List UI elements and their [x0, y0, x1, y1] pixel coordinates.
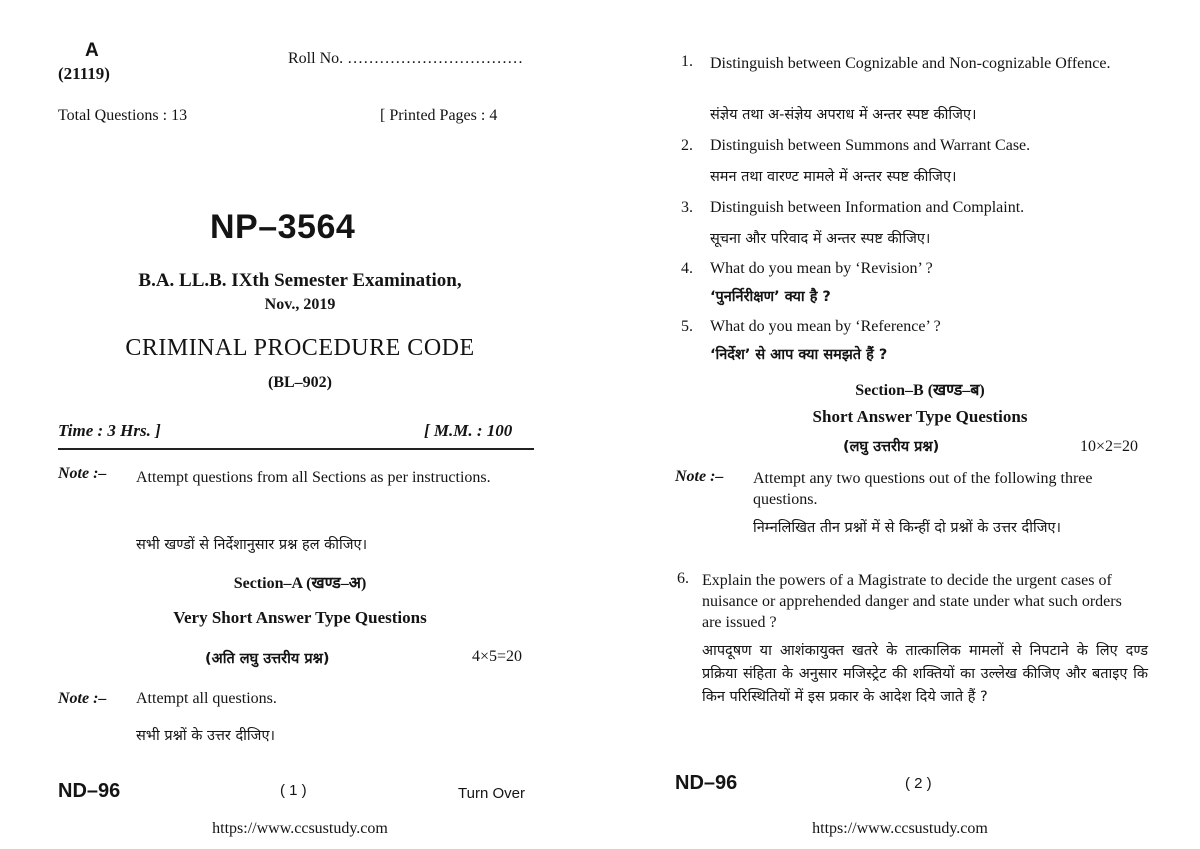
question-text-hindi: सूचना और परिवाद में अन्तर स्पष्ट कीजिए। — [710, 231, 931, 247]
question-text: Distinguish between Cognizable and Non-cognizable Offence. — [710, 55, 1111, 72]
question-number: 3. — [681, 199, 693, 216]
question-number: 6. — [677, 570, 689, 587]
source-url: https://www.ccsustudy.com — [812, 820, 988, 837]
subject-title: CRIMINAL PROCEDURE CODE — [125, 335, 475, 361]
question-text: What do you mean by ‘Revision’ ? — [710, 260, 933, 277]
question-text: Distinguish between Summons and Warrant Case. — [710, 137, 1031, 154]
page-number: ( 1 ) — [280, 782, 307, 799]
section-b-type: Short Answer Type Questions — [812, 407, 1028, 426]
page-number: ( 2 ) — [905, 775, 932, 792]
note-text: Attempt questions from all Sections as per instructions. — [136, 469, 491, 486]
note-label: Note :– — [58, 465, 107, 482]
paper-code: (21119) — [58, 64, 110, 83]
footer-code: ND–96 — [675, 772, 738, 794]
exam-title: B.A. LL.B. IXth Semester Examination, — [138, 270, 462, 291]
section-a-type: Very Short Answer Type Questions — [173, 608, 427, 627]
section-a-marks: 4×5=20 — [472, 648, 523, 665]
set-letter: A — [85, 40, 99, 61]
question-text-hindi: ‘पुनर्निरीक्षण’ क्या है ? — [710, 289, 831, 305]
question-number: 2. — [681, 137, 693, 154]
note-text-hindi: सभी खण्डों से निर्देशानुसार प्रश्न हल कीजिए। — [136, 537, 368, 553]
question-number: 1. — [681, 53, 693, 70]
section-a-type-hindi: (अति लघु उत्तरीय प्रश्न) — [205, 651, 330, 667]
section-a-heading: Section–A (खण्ड–अ) — [233, 575, 367, 592]
question-number: 5. — [681, 318, 693, 335]
total-questions: Total Questions : 13 — [58, 107, 188, 124]
exam-session: Nov., 2019 — [264, 296, 336, 313]
question-text-hindi: ‘निर्देश’ से आप क्या समझते हैं ? — [710, 347, 888, 363]
note-text-hindi: निम्नलिखित तीन प्रश्नों में से किन्हीं दो प्रश्नों के उत्तर दीजिए। — [753, 520, 1062, 536]
note-text: Attempt any two questions out of the following three questions. — [753, 470, 1093, 508]
time-allowed: Time : 3 Hrs. ] — [58, 421, 161, 440]
footer-code: ND–96 — [58, 780, 121, 802]
paper-id: NP–3564 — [210, 208, 356, 246]
question-text: What do you mean by ‘Reference’ ? — [710, 318, 941, 335]
max-marks: [ M.M. : 100 — [424, 421, 513, 440]
question-text-hindi: संज्ञेय तथा अ-संज्ञेय अपराध में अन्तर स्पष्ट कीजिए। — [710, 107, 977, 123]
section-b-heading: Section–B (खण्ड–ब) — [855, 382, 985, 399]
note2-label: Note :– — [58, 690, 107, 707]
printed-pages: [ Printed Pages : 4 — [380, 107, 498, 124]
question-text: Explain the powers of a Magistrate to decide the urgent cases of nuisance or apprehended danger and state under what such orders are issued ? — [702, 572, 1122, 631]
question-number: 4. — [681, 260, 693, 277]
roll-number-field: Roll No. …………………………… — [288, 50, 524, 67]
section-b-marks: 10×2=20 — [1080, 438, 1139, 455]
question-text-hindi: समन तथा वारण्ट मामले में अन्तर स्पष्ट कीजिए। — [710, 169, 957, 185]
source-url: https://www.ccsustudy.com — [212, 820, 388, 837]
note2-text-hindi: सभी प्रश्नों के उत्तर दीजिए। — [136, 728, 275, 744]
question-text: Distinguish between Information and Complaint. — [710, 199, 1025, 216]
subject-code: (BL–902) — [268, 374, 332, 391]
note-label: Note :– — [675, 468, 724, 485]
note2-text: Attempt all questions. — [136, 690, 277, 707]
turn-over: Turn Over — [458, 785, 525, 802]
question-text-hindi: आपदूषण या आशंकायुक्त खतरे के तात्कालिक मामलों से निपटाने के लिए दण्ड प्रक्रिया संहिता के अनुसार मजिस्ट्रेट की शक्तियों का उल्लेख कीजिए और बताइए कि किन परिस्थितियों में इस प्रकार के आदेश दिये जाते हैं ? — [702, 643, 1148, 705]
page-2 — [600, 0, 1200, 849]
header-divider — [58, 448, 534, 450]
section-b-type-hindi: (लघु उत्तरीय प्रश्न) — [843, 439, 940, 455]
